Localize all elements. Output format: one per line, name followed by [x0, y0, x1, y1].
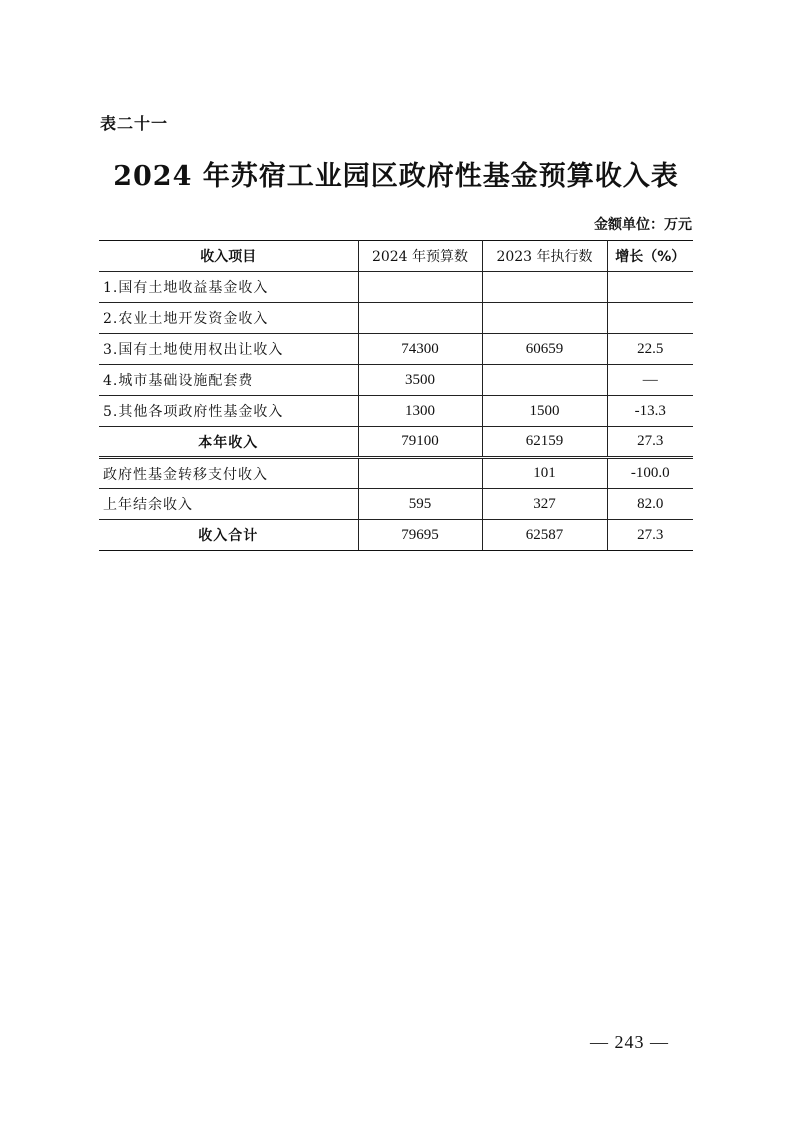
row-label: 3.国有土地使用权出让收入 — [99, 334, 358, 365]
row-label: 上年结余收入 — [99, 489, 358, 520]
growth-cell: 27.3 — [607, 520, 693, 551]
table-row — [99, 396, 693, 427]
column-header-item: 收入项目 — [99, 241, 358, 272]
budget-2024-cell: 595 — [358, 489, 482, 520]
budget-2024-cell: 79695 — [358, 520, 482, 551]
table-row — [99, 365, 693, 396]
table-row — [99, 303, 693, 334]
actual-2023-cell: 327 — [482, 489, 607, 520]
table-header-row — [99, 241, 693, 272]
growth-cell — [607, 272, 693, 303]
budget-2024-cell — [358, 303, 482, 334]
table-row — [99, 334, 693, 365]
budget-2024-cell — [358, 272, 482, 303]
growth-cell: -100.0 — [607, 458, 693, 489]
growth-cell: 27.3 — [607, 427, 693, 458]
total-row — [99, 520, 693, 551]
growth-cell: -13.3 — [607, 396, 693, 427]
growth-cell: 22.5 — [607, 334, 693, 365]
growth-cell: — — [607, 365, 693, 396]
growth-cell: 82.0 — [607, 489, 693, 520]
actual-2023-cell — [482, 365, 607, 396]
budget-2024-cell — [358, 458, 482, 489]
actual-2023-cell: 60659 — [482, 334, 607, 365]
actual-2023-cell — [482, 272, 607, 303]
table-row — [99, 272, 693, 303]
budget-revenue-table — [99, 240, 693, 551]
unit-note: 金额单位：万元 — [594, 217, 692, 233]
table-row — [99, 489, 693, 520]
column-header-growth: 增长（%） — [607, 241, 693, 272]
table-row — [99, 458, 693, 489]
actual-2023-cell — [482, 303, 607, 334]
column-header-actual-2023: 2023 年执行数 — [482, 241, 607, 272]
growth-cell — [607, 303, 693, 334]
budget-2024-cell: 1300 — [358, 396, 482, 427]
subtotal-row — [99, 427, 693, 458]
row-label: 收入合计 — [99, 520, 358, 551]
actual-2023-cell: 1500 — [482, 396, 607, 427]
row-label: 政府性基金转移支付收入 — [99, 458, 358, 489]
page-title: 2024 年苏宿工业园区政府性基金预算收入表 — [113, 161, 679, 192]
actual-2023-cell: 62587 — [482, 520, 607, 551]
row-label: 本年收入 — [99, 427, 358, 458]
budget-2024-cell: 3500 — [358, 365, 482, 396]
row-label: 4.城市基础设施配套费 — [99, 365, 358, 396]
budget-2024-cell: 79100 — [358, 427, 482, 458]
page-number: — 243 — — [590, 1032, 669, 1052]
actual-2023-cell: 101 — [482, 458, 607, 489]
row-label: 2.农业土地开发资金收入 — [99, 303, 358, 334]
table-label: 表二十一 — [100, 114, 169, 133]
budget-2024-cell: 74300 — [358, 334, 482, 365]
actual-2023-cell: 62159 — [482, 427, 607, 458]
column-header-budget-2024: 2024 年预算数 — [358, 241, 482, 272]
row-label: 1.国有土地收益基金收入 — [99, 272, 358, 303]
row-label: 5.其他各项政府性基金收入 — [99, 396, 358, 427]
